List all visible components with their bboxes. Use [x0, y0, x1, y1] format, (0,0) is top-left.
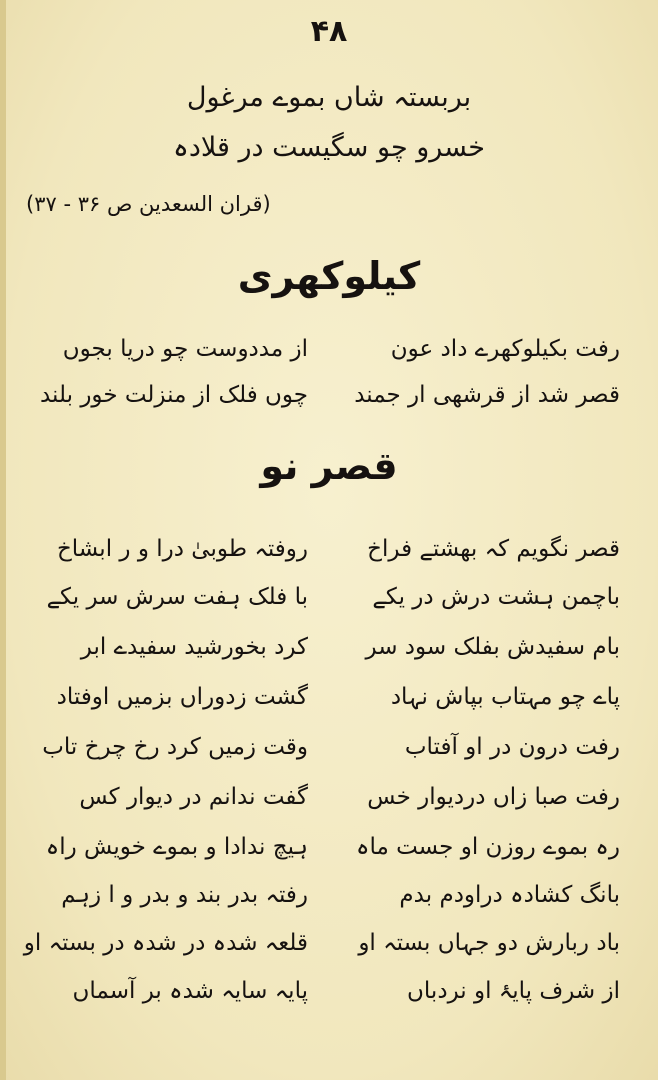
verse-left: قلعہ شدہ در شدہ در بستہ او — [23, 930, 308, 956]
verse-right: رفت بکیلوکھرے داد عون — [390, 336, 620, 362]
verse-right: بام سفیدش بفلک سود سر — [365, 634, 620, 660]
verse-right: رہ بموے روزن او جست ماہ — [355, 834, 620, 860]
verse-left: چوں فلک از منزلت خور بلند — [39, 382, 308, 408]
couplet-line-1: بربستہ شاں بموے مرغول — [186, 82, 472, 113]
verse-right: بانگ کشادہ دراودم بدم — [399, 882, 620, 908]
verse-left: رفتہ بدر بند و بدر و ا زہم — [61, 882, 308, 908]
verse-right: از شرف پایۂ او نردباں — [407, 978, 620, 1004]
section-title-qasr-nau: قصر نو — [260, 444, 398, 488]
verse-left: با فلک ہفت سرش سر یکے — [46, 584, 308, 610]
verse-left: از مددوست چو دریا بجوں — [62, 336, 308, 362]
verse-right: قصر شد از قرشھی ار جمند — [354, 382, 620, 408]
verse-left: کرد بخورشید سفیدے ابر — [80, 634, 308, 660]
verse-left: گشت زدوراں بزمیں اوفتاد — [56, 684, 308, 710]
verse-left: روفتہ طوبیٰ درا و ر ابشاخ — [56, 536, 308, 562]
verse-right: قصر نگویم کہ بھشتے فراخ — [367, 536, 620, 562]
verse-right: رفت درون در او آفتاب — [404, 734, 620, 760]
verse-right: پاے چو مہتاب بپاش نہاد — [390, 684, 620, 710]
verse-right: باچمن ہشت درش در یکے — [372, 584, 620, 610]
verse-right: باد ربارش دو جہاں بستہ او — [358, 930, 620, 956]
verse-left: ہیچ ندادا و بموے خویش راہ — [45, 834, 308, 860]
verse-left: پایہ سایہ شدہ بر آسماں — [72, 978, 308, 1004]
verse-right: رفت صبا زاں دردیوار خس — [367, 784, 620, 810]
verse-left: وقت زمیں کرد رخ چرخ تاب — [42, 734, 308, 760]
page-number: ۴۸ — [310, 14, 348, 49]
verse-left: گفت ندانم در دیوار کس — [79, 784, 308, 810]
couplet-line-2: خسرو چو سگیست در قلادہ — [173, 132, 485, 163]
source-reference: (قران السعدین ص ۳۶ - ۳۷) — [26, 192, 271, 216]
section-title-kilokhari: کیلوکھری — [237, 254, 421, 298]
